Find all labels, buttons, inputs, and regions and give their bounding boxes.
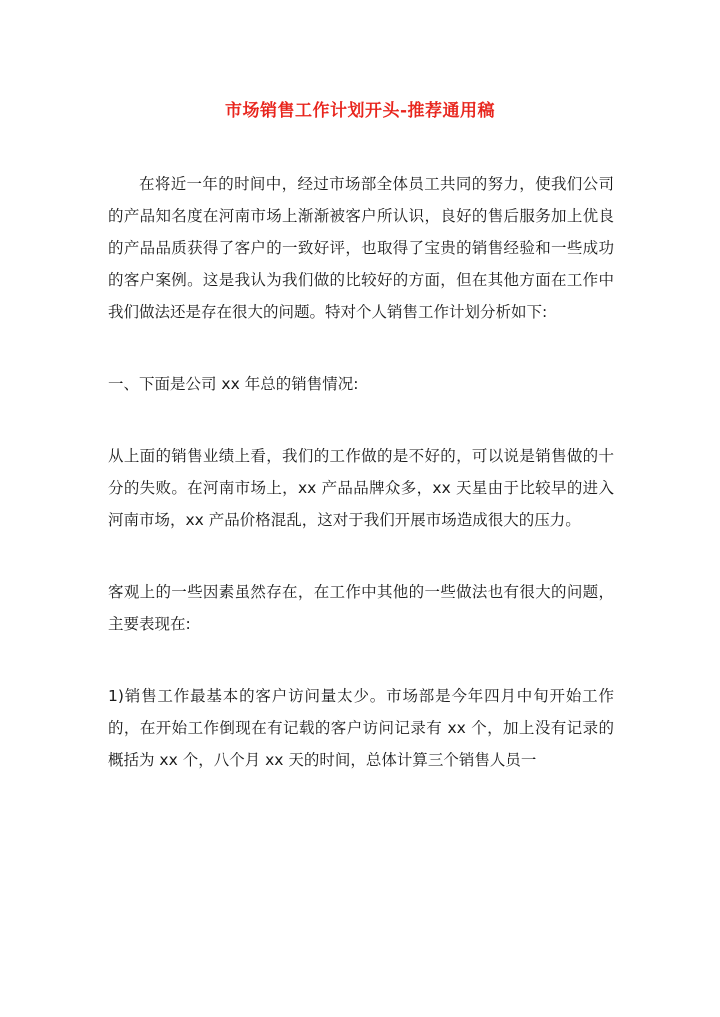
paragraph-item-1: 1)销售工作最基本的客户访问量太少。市场部是今年四月中旬开始工作的，在开始工作倒现在有记载的客户访问记录有 xx 个，加上没有记录的概括为 xx 个，八个月 xx 天的时间，总体计算三个销售人员一 bbox=[108, 687, 614, 769]
document-body bbox=[108, 168, 614, 776]
document-title: 市场销售工作计划开头-推荐通用稿 bbox=[224, 101, 496, 121]
paragraph-sales-results: 从上面的销售业绩上看，我们的工作做的是不好的，可以说是销售做的十分的失败。在河南市场上，xx 产品品牌众多，xx 天星由于比较早的进入河南市场，xx 产品价格混乱，这对于我们开展市场造成很大的压力。 bbox=[108, 447, 614, 529]
section-heading-sales: 一、下面是公司 xx 年总的销售情况: bbox=[108, 375, 359, 393]
paragraph-problems: 客观上的一些因素虽然存在，在工作中其他的一些做法也有很大的问题，主要表现在: bbox=[108, 583, 614, 633]
paragraph-intro: 在将近一年的时间中，经过市场部全体员工共同的努力，使我们公司的产品知名度在河南市场上渐渐被客户所认识，良好的售后服务加上优良的产品品质获得了客户的一致好评，也取得了宝贵的销售经验和一些成功的客户案例。这是我认为我们做的比较好的方面，但在其他方面在工作中我们做法还是存在很大的问题。特对个人销售工作计划分析如下: bbox=[108, 175, 614, 321]
